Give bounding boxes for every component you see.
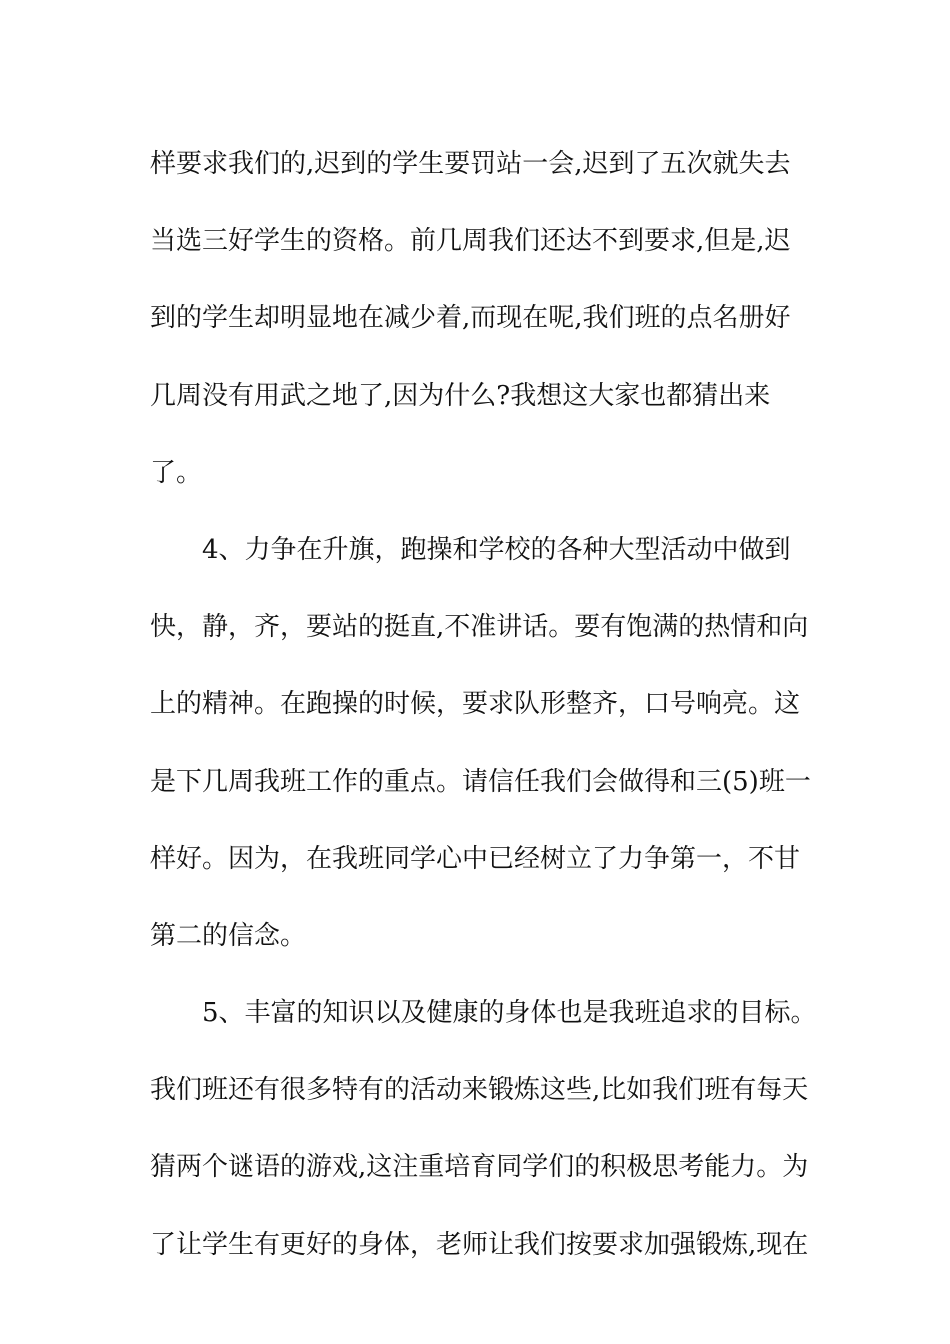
document-body: [150, 140, 817, 1298]
text-line: 是下几周我班工作的重点。请信任我们会做得和三(5)班一: [150, 766, 811, 797]
text-line: 到的学生却明显地在减少着,而现在呢,我们班的点名册好: [150, 303, 791, 334]
text-line: 上的精神。在跑操的时候，要求队形整齐，口号响亮。这: [150, 689, 801, 720]
paragraph-4-start-line: 4、力争在升旗，跑操和学校的各种大型活动中做到: [202, 534, 791, 565]
text-line: 样好。因为，在我班同学心中已经树立了力争第一，不甘: [150, 843, 801, 874]
text-line: 快，静，齐，要站的挺直,不准讲话。要有饱满的热情和向: [150, 612, 809, 643]
text-line: 了让学生有更好的身体，老师让我们按要求加强锻炼,现在: [150, 1229, 809, 1260]
text-line: 我们班还有很多特有的活动来锻炼这些,比如我们班有每天: [150, 1075, 809, 1106]
text-line: 猜两个谜语的游戏,这注重培育同学们的积极思考能力。为: [150, 1152, 809, 1183]
text-line: 当选三好学生的资格。前几周我们还达不到要求,但是,迟: [150, 226, 791, 257]
paragraph-5-start-line: 5、丰富的知识以及健康的身体也是我班追求的目标。: [202, 998, 817, 1029]
text-line: 几周没有用武之地了,因为什么?我想这大家也都猜出来: [150, 380, 771, 411]
text-line: 样要求我们的,迟到的学生要罚站一会,迟到了五次就失去: [150, 149, 791, 179]
text-line: 第二的信念。: [150, 920, 307, 951]
text-line: 了。: [150, 457, 203, 488]
